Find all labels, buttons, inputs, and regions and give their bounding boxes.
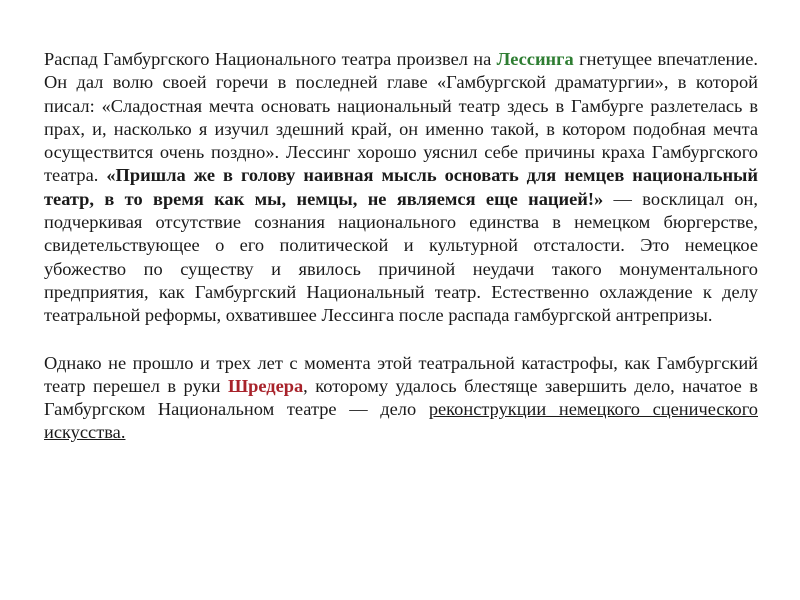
paragraph-1 [44, 48, 758, 328]
name-schroeder: Шредера [227, 375, 304, 396]
paragraph-1-text-a: Распад Гамбургского Национального театра произвел на [44, 49, 497, 69]
paragraph-1-text-c: — восклицал он, подчеркивая отсутствие сознания национального единства в немецком бюргерстве, свидетельствующее о его политической и культурной отсталости. Это немецкое убожество по существу и явилось причиной неудачи такого монументального предприятия, как Гамбургский Национальный театр. Естественно охлаждение к делу театральной реформы, охватившее Лессинга после распада гамбургской антрепризы. [44, 188, 758, 326]
paragraph-2 [44, 352, 758, 445]
text-block [44, 48, 758, 445]
paragraph-1-text-b: гнетущее впечатление. Он дал волю своей горечи в последней главе «Гамбургской драматургии», в которой писал: «Сладостная мечта основать национальный театр здесь в Гамбурге разлетелась в прах, и, насколько я изучил здешний край, он именно такой, в котором подобная мечта осуществится очень поздно». Лессинг хорошо уяснил себе причины краха Гамбургского театра. [44, 49, 758, 186]
paragraph-2-text-b: , которому удалось блестяще завершить дело, начатое в Гамбургском Национальном театре — дело [44, 375, 758, 420]
name-lessing: Лессинга [496, 49, 574, 69]
lessing-quote: «Пришла же в голову наивная мысль основать для немцев национальный театр, в то время как мы, немцы, не являемся еще нацией!» [44, 165, 758, 209]
underlined-phrase: реконструкции немецкого сценического искусства. [44, 399, 759, 443]
paragraph-2-text-a: Однако не прошло и трех лет с момента этой театральной катастрофы, как Гамбургский театр перешел в руки [44, 352, 758, 396]
